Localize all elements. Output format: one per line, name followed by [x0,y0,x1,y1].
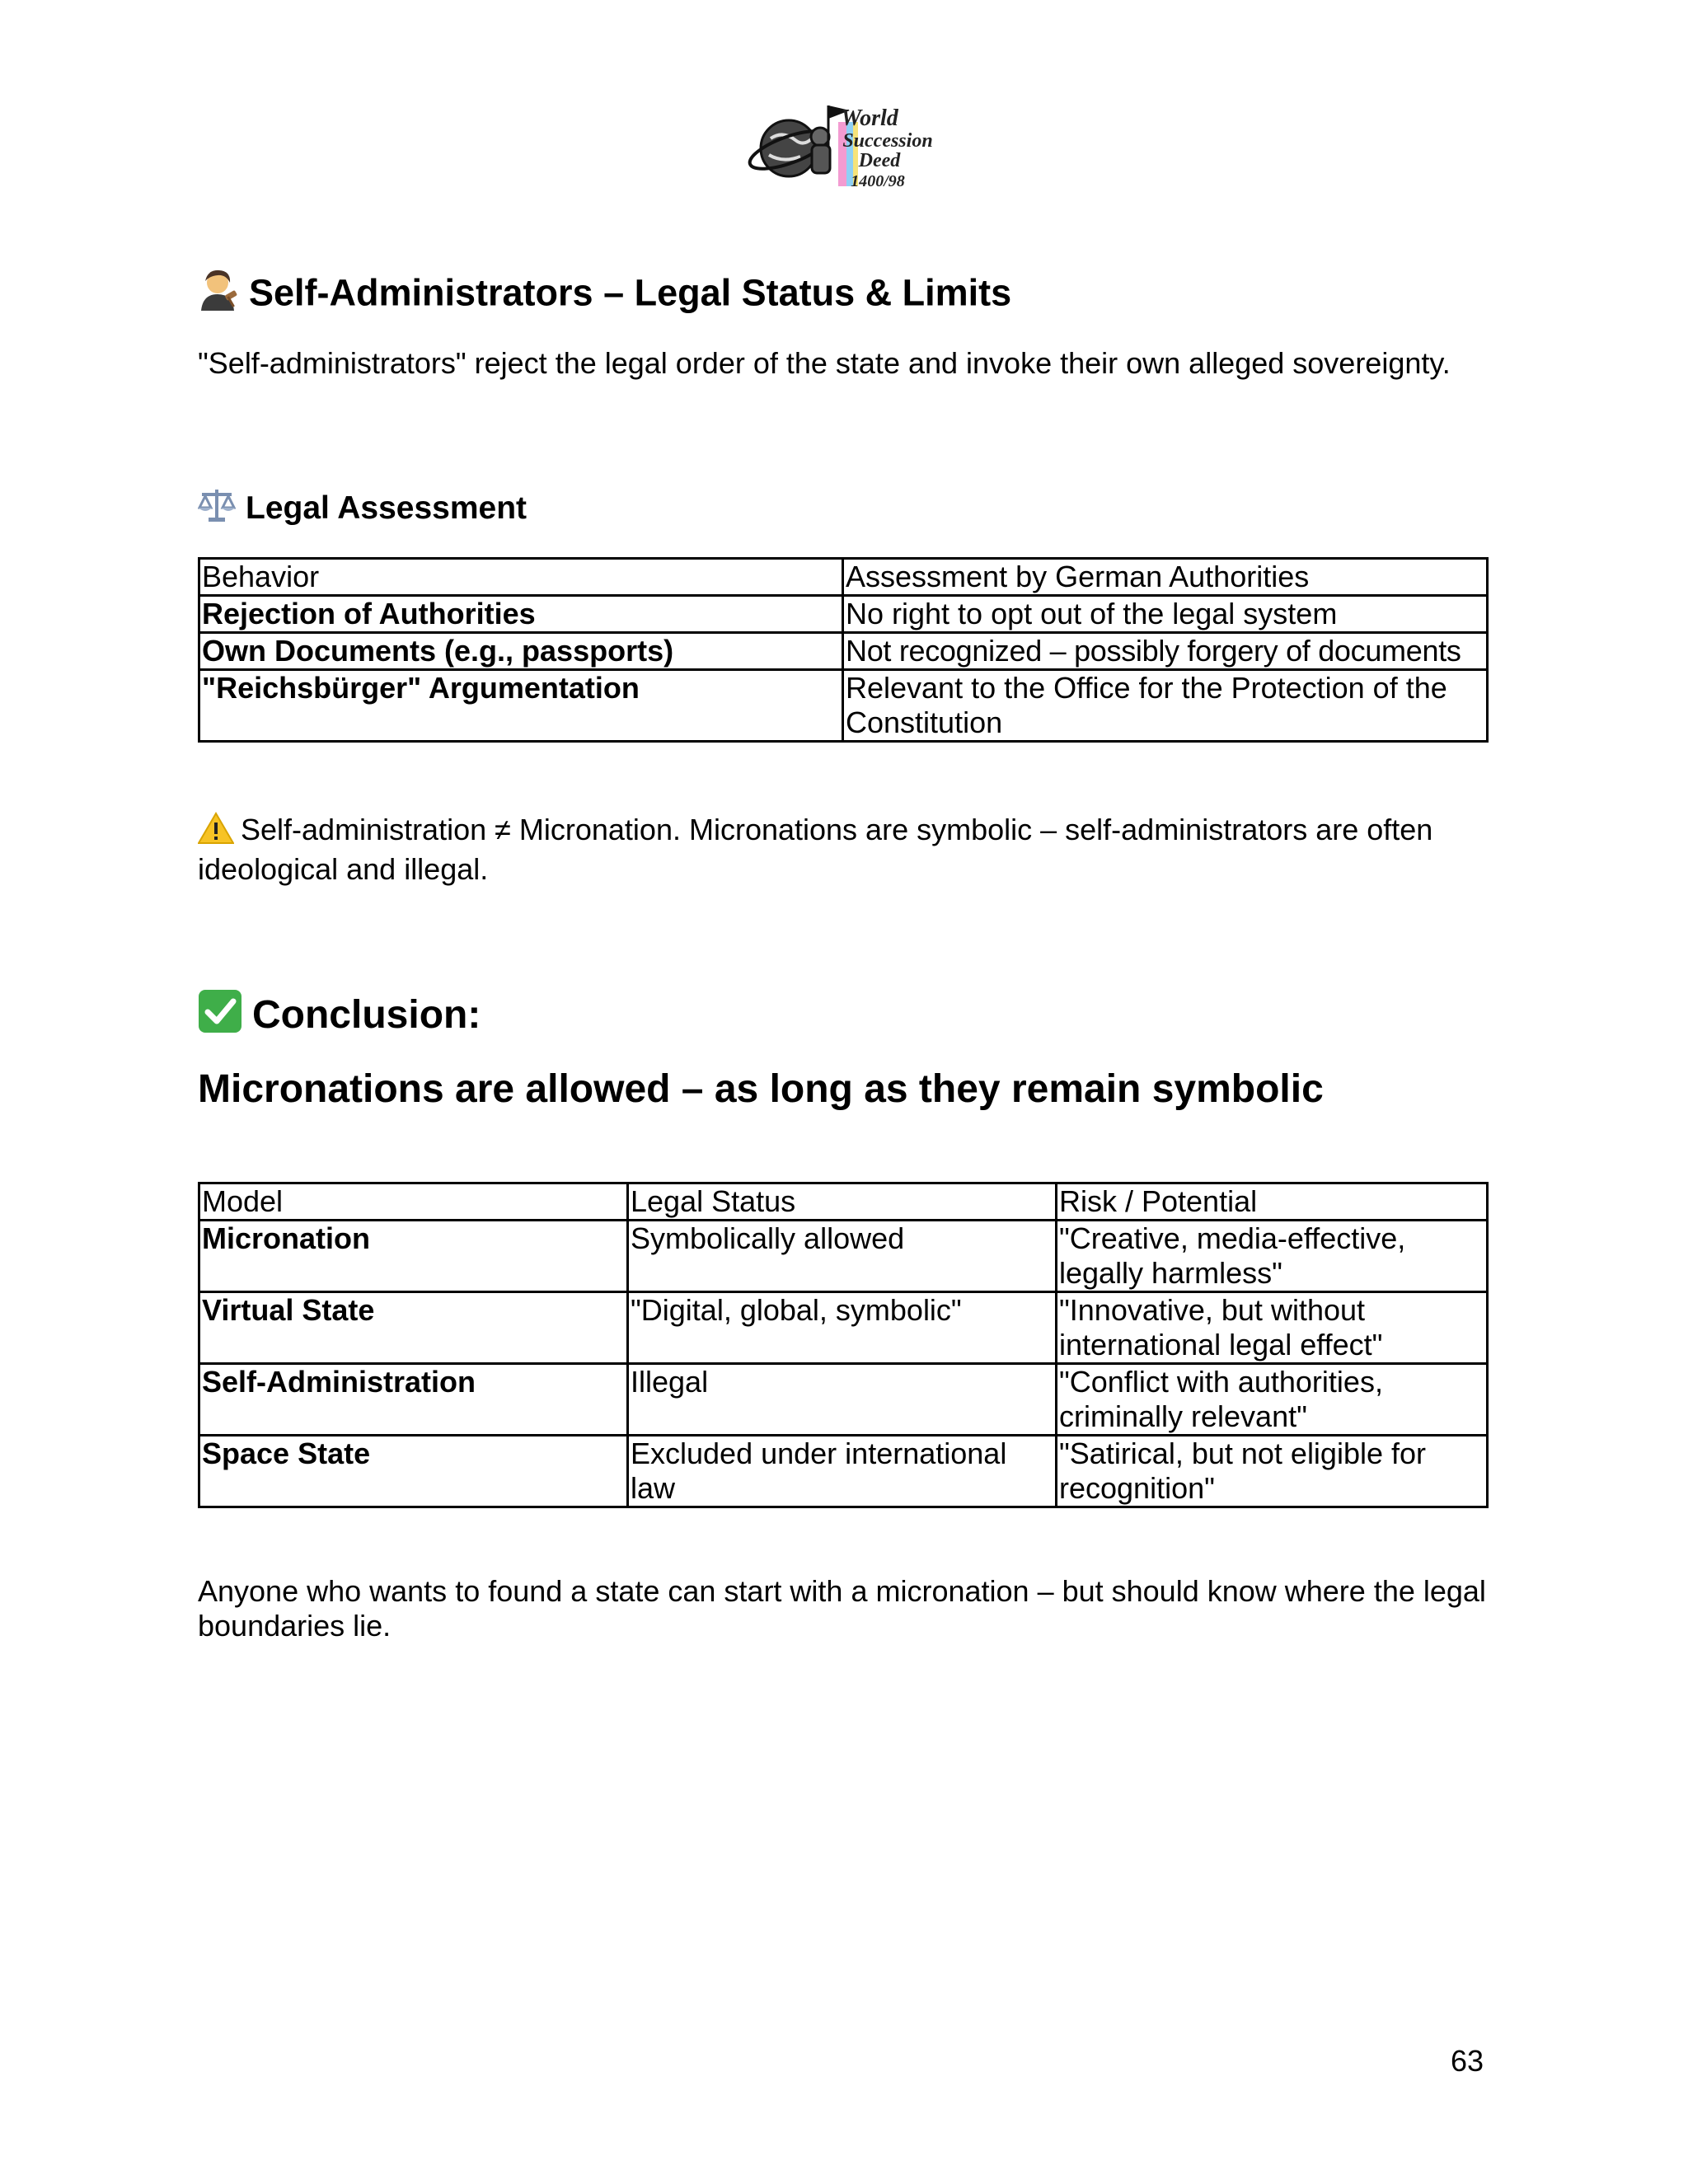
warning-text: Self-administration ≠ Micronation. Micronations are symbolic – self-administrators are often ideological and illegal. [198,813,1433,886]
table-header-cell: Assessment by German Authorities [843,559,1488,596]
table-cell: Self-Administration [199,1364,628,1436]
section-title-text: Conclusion: [252,993,481,1038]
table-cell: No right to opt out of the legal system [843,596,1488,633]
micronation-models-table [198,1182,1489,1508]
warning-paragraph [198,812,1486,887]
balance-scale-icon [198,486,236,533]
table-cell: "Conflict with authorities, criminally relevant" [1057,1364,1488,1436]
table-header-cell: Risk / Potential [1057,1183,1488,1221]
table-cell: "Digital, global, symbolic" [628,1292,1057,1364]
table-cell: Not recognized – possibly forgery of documents [843,633,1488,670]
logo-word-deed: Deed [858,150,901,171]
table-cell: Space State [199,1436,628,1507]
section-title-self-administrators [198,268,1011,323]
table-cell: Excluded under international law [628,1436,1057,1507]
table-cell: Own Documents (e.g., passports) [199,633,843,670]
intro-paragraph: "Self-administrators" reject the legal order of the state and invoke their own alleged sovereignty. [198,346,1451,380]
table-row [199,1292,1488,1364]
table-row [199,1436,1488,1507]
table-header-cell: Legal Status [628,1183,1057,1221]
table-cell: "Creative, media-effective, legally harmless" [1057,1221,1488,1292]
world-succession-deed-logo [746,97,935,194]
table-cell: Micronation [199,1221,628,1292]
table-cell: "Reichsbürger" Argumentation [199,670,843,742]
logo-word-world: World [841,105,898,131]
section-title-conclusion [198,989,481,1046]
logo-year: 1400/98 [851,172,905,190]
table-row [199,633,1488,670]
table-cell: Rejection of Authorities [199,596,843,633]
judge-person-icon [198,268,239,323]
table-cell: Illegal [628,1364,1057,1436]
table-cell: "Satirical, but not eligible for recognition" [1057,1436,1488,1507]
section-title-text: Self-Administrators – Legal Status & Limits [249,271,1012,314]
table-header-row [199,1183,1488,1221]
warning-icon [198,812,234,852]
section-title-text: Legal Assessment [246,490,528,526]
table-row [199,670,1488,742]
table-row [199,1221,1488,1292]
table-header-cell: Model [199,1183,628,1221]
table-cell: Symbolically allowed [628,1221,1057,1292]
table-cell: Virtual State [199,1292,628,1364]
logo-word-succession: Succession [842,130,933,152]
table-row [199,1364,1488,1436]
closing-paragraph: Anyone who wants to found a state can start with a micronation – but should know where the legal boundaries lie. [198,1574,1486,1643]
table-header-cell: Behavior [199,559,843,596]
section-title-legal-assessment [198,486,527,533]
legal-assessment-table [198,557,1489,743]
conclusion-subtitle: Micronations are allowed – as long as they remain symbolic [198,1067,1324,1111]
table-cell: "Innovative, but without international legal effect" [1057,1292,1488,1364]
table-header-row [199,559,1488,596]
page-number: 63 [1451,2044,1484,2078]
check-mark-icon [198,989,242,1046]
table-cell: Relevant to the Office for the Protection of the Constitution [843,670,1488,742]
table-row [199,596,1488,633]
